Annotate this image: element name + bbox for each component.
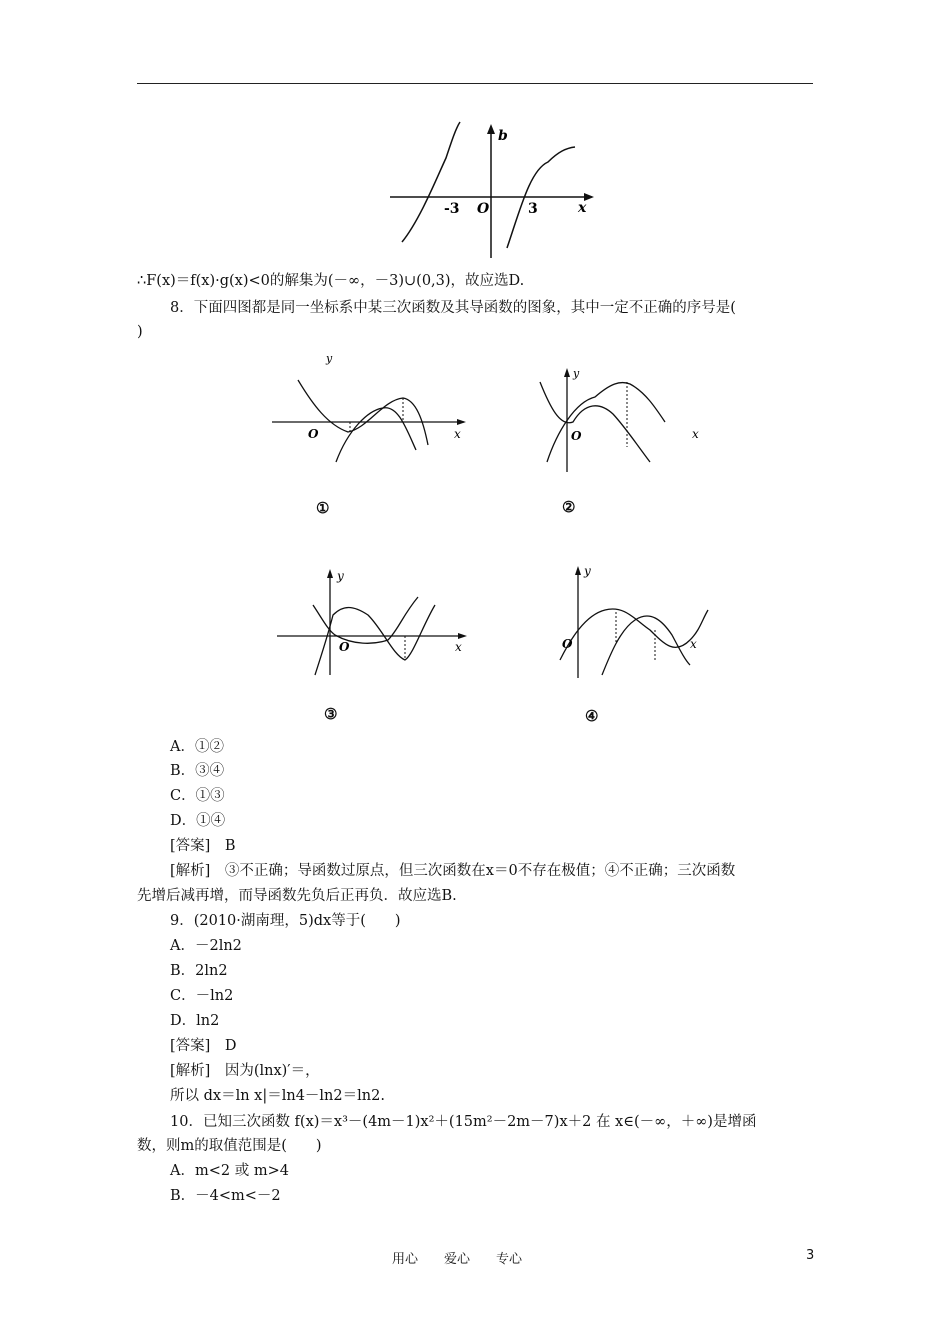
question-10: 10．已知三次函数 f(x)＝x³－(4m－1)x²＋(15m²－2m－7)x＋2 在 x∈(－∞，＋∞)是增函: [170, 1114, 757, 1130]
g3-y: y: [337, 569, 344, 583]
g4-origin: O: [562, 637, 573, 651]
top-figure: [380, 120, 610, 260]
g1-x: x: [454, 427, 461, 441]
g1-y: y: [326, 352, 333, 365]
graph-3: [273, 565, 473, 685]
g2-origin: O: [571, 429, 582, 443]
g2-x: x: [692, 427, 699, 441]
top-origin: O: [477, 201, 490, 217]
q8-explanation-2: 先增后减再增，而导函数先负后正再负．故应选B.: [137, 888, 457, 904]
g1-origin: O: [308, 427, 319, 441]
graph-1: [268, 350, 478, 480]
q9-explanation-1: [解析] 因为(lnx)′＝，: [170, 1063, 320, 1079]
top-axis-b: b: [498, 128, 508, 144]
question-8: 8．下面四图都是同一坐标系中某三次函数及其导函数的图象，其中一定不正确的序号是(: [170, 300, 736, 316]
g4-y: y: [584, 564, 591, 578]
top-tick-left: -3: [444, 201, 460, 217]
footer-slogan: 用心 爱心 专心: [392, 1252, 523, 1267]
q8-answer: [答案] B: [170, 838, 236, 854]
g2-y: y: [573, 367, 580, 380]
q9-answer: [答案] D: [170, 1038, 237, 1054]
g4-x: x: [690, 637, 697, 651]
q8-explanation-1: [解析] ③不正确；导函数过原点，但三次函数在x＝0不存在极值；④不正确；三次函数: [170, 863, 736, 879]
q8-option-b: B．③④: [170, 763, 225, 779]
graph-4-caption: ④: [585, 707, 599, 725]
line-solution-set: ∴F(x)＝f(x)·g(x)<0的解集为(－∞，－3)∪(0,3)，故应选D.: [137, 273, 525, 289]
q9-option-b: B．2ln2: [170, 963, 228, 979]
header-rule: [137, 83, 813, 84]
question-10-cont: 数，则m的取值范围是( ): [137, 1138, 322, 1154]
q9-option-c: C．－ln2: [170, 988, 234, 1004]
graph-2-caption: ②: [562, 498, 576, 516]
q9-option-a: A．－2ln2: [170, 938, 242, 954]
g3-origin: O: [339, 640, 350, 654]
graph-4: [550, 560, 720, 685]
q8-option-d: D．①④: [170, 813, 226, 829]
page-number: 3: [806, 1248, 815, 1263]
g3-x: x: [455, 640, 462, 654]
q9-option-d: D．ln2: [170, 1013, 220, 1029]
q10-option-a: A．m<2 或 m>4: [170, 1163, 289, 1179]
graph-3-caption: ③: [324, 705, 338, 723]
graph-1-caption: ①: [316, 499, 330, 517]
q8-option-a: A．①②: [170, 739, 224, 755]
question-8-cont: ): [137, 324, 143, 340]
q9-explanation-2: 所以 dx＝ln x|＝ln4－ln2＝ln2.: [170, 1088, 385, 1104]
question-9: 9．(2010·湖南理，5)dx等于( ): [170, 913, 401, 929]
q8-option-c: C．①③: [170, 788, 225, 804]
top-axis-x: x: [578, 200, 587, 216]
top-tick-right: 3: [528, 201, 538, 217]
q10-option-b: B．－4<m<－2: [170, 1188, 281, 1204]
graph-2: [535, 362, 715, 482]
